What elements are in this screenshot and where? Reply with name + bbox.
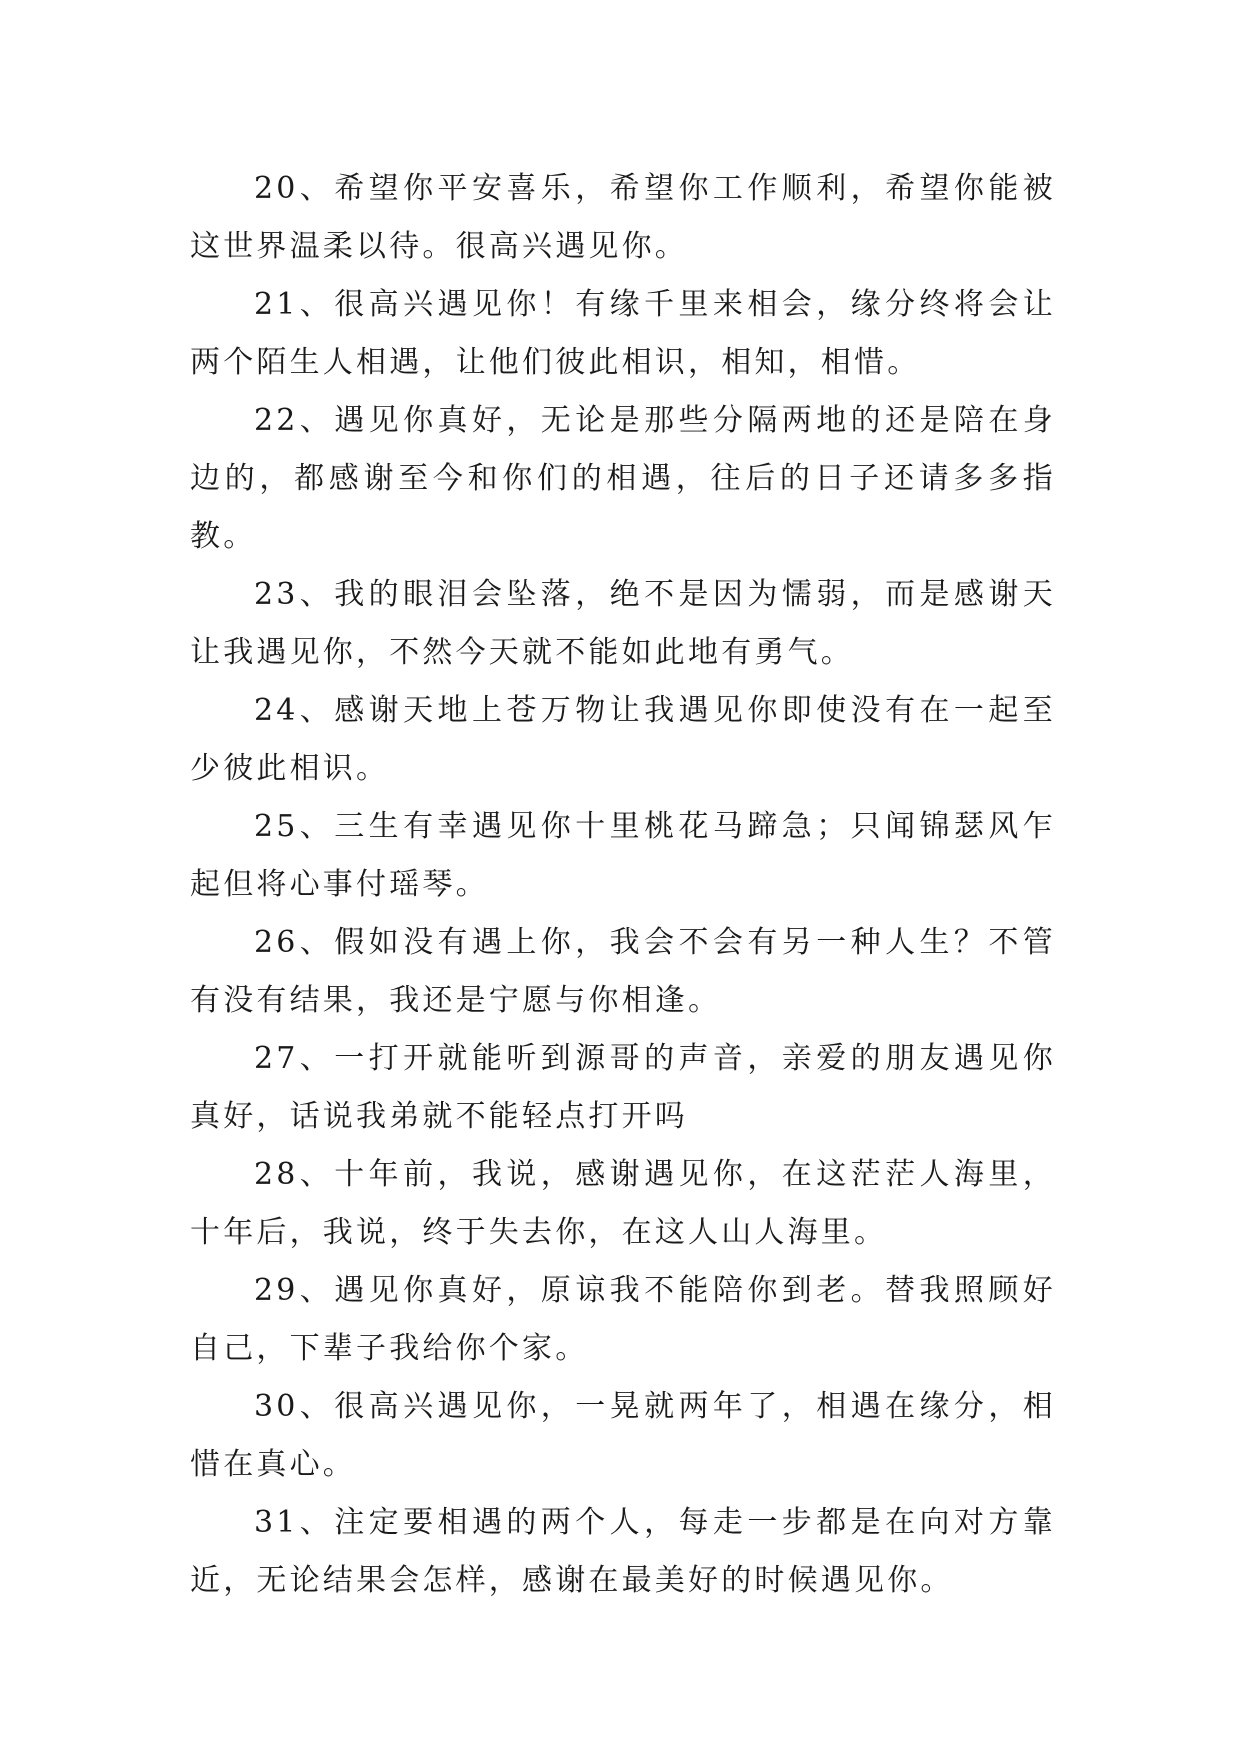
- paragraph-20: 20、希望你平安喜乐，希望你工作顺利，希望你能被这世界温柔以待。很高兴遇见你。: [190, 171, 1056, 264]
- paragraph-31: 31、注定要相遇的两个人，每走一步都是在向对方靠近，无论结果会怎样，感谢在最美好的时候遇见你。: [190, 1505, 1056, 1598]
- paragraph-22: 22、遇见你真好，无论是那些分隔两地的还是陪在身边的，都感谢至今和你们的相遇，往后的日子还请多多指教。: [190, 403, 1056, 554]
- paragraph-30: 30、很高兴遇见你，一晃就两年了，相遇在缘分，相惜在真心。: [190, 1389, 1056, 1482]
- paragraph-27: 27、一打开就能听到源哥的声音，亲爱的朋友遇见你真好，话说我弟就不能轻点打开吗: [190, 1041, 1056, 1134]
- paragraph-25: 25、三生有幸遇见你十里桃花马蹄急；只闻锦瑟风乍起但将心事付瑶琴。: [190, 809, 1056, 902]
- paragraph-29: 29、遇见你真好，原谅我不能陪你到老。替我照顾好自己，下辈子我给你个家。: [190, 1273, 1056, 1366]
- document-body: [190, 160, 1056, 1610]
- paragraph-24: 24、感谢天地上苍万物让我遇见你即使没有在一起至少彼此相识。: [190, 693, 1056, 786]
- paragraph-23: 23、我的眼泪会坠落，绝不是因为懦弱，而是感谢天让我遇见你，不然今天就不能如此地有勇气。: [190, 577, 1056, 670]
- paragraph-21: 21、很高兴遇见你！有缘千里来相会，缘分终将会让两个陌生人相遇，让他们彼此相识，相知，相惜。: [190, 287, 1056, 380]
- paragraph-28: 28、十年前，我说，感谢遇见你，在这茫茫人海里，十年后，我说，终于失去你，在这人山人海里。: [190, 1157, 1056, 1250]
- paragraph-26: 26、假如没有遇上你，我会不会有另一种人生？不管有没有结果，我还是宁愿与你相逢。: [190, 925, 1056, 1018]
